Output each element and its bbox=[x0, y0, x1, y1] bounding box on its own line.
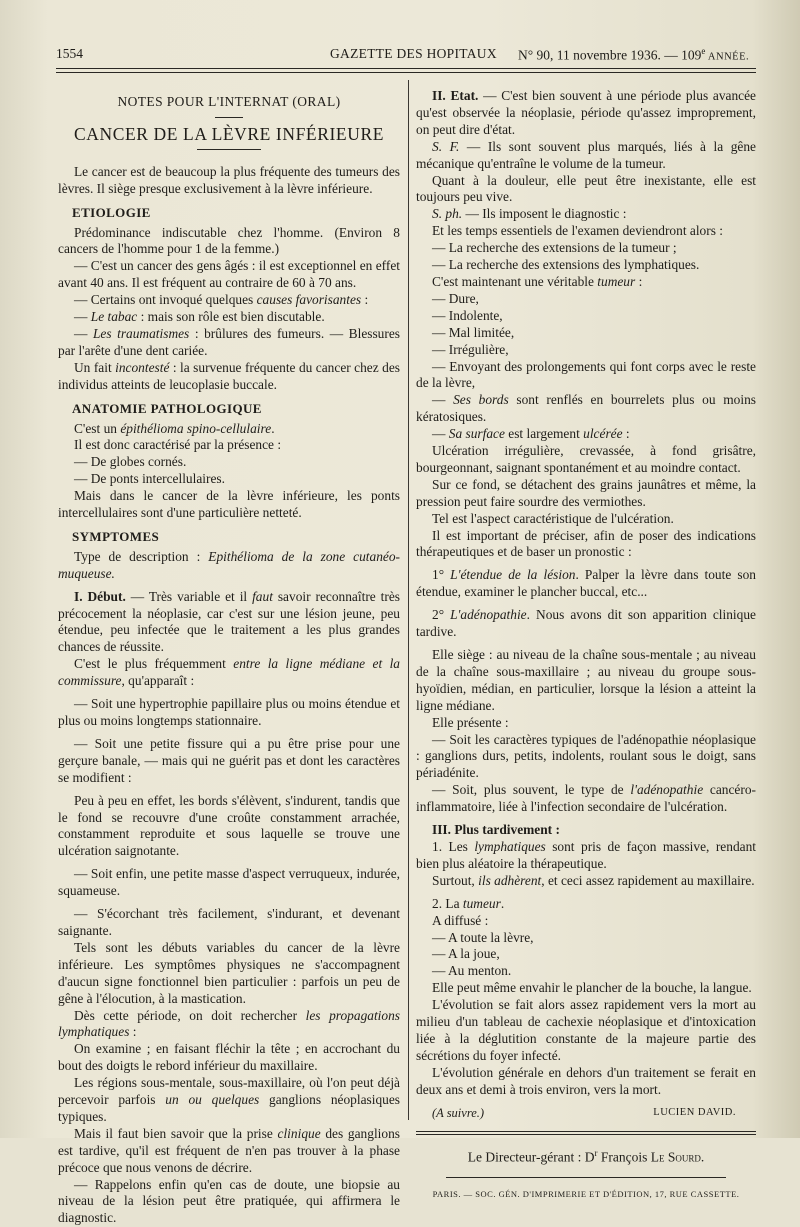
paragraph: — Certains ont invoqué quelques causes favorisantes : bbox=[74, 292, 369, 308]
paragraph: — Rappelons enfin qu'en cas de doute, une biopsie au niveau de la lésion peut être pratiquée, qui affirmera le diagnostic. bbox=[58, 1176, 400, 1226]
paragraph: 2° L'adénopathie. Nous avons dit son apparition clinique tardive. bbox=[416, 607, 756, 640]
paragraph: — De ponts intercellulaires. bbox=[74, 471, 225, 487]
divider bbox=[197, 149, 261, 150]
issue-info: N° 90, 11 novembre 1936. — 109e ANNÉE. bbox=[518, 46, 750, 63]
printer-imprint: PARIS. — SOC. GÉN. D'IMPRIMERIE ET D'ÉDITION, 17, RUE CASSETTE. bbox=[432, 1188, 740, 1199]
paragraph: C'est un épithélioma spino-cellulaire. bbox=[74, 420, 275, 436]
header-rule-thin bbox=[56, 72, 756, 73]
page-number: 1554 bbox=[56, 46, 83, 61]
paragraph: C'est le plus fréquemment entre la ligne médiane et la commissure, qu'apparaît : bbox=[58, 656, 401, 689]
director-line: Le Directeur-gérant : $D^r$ François Le Sourd. bbox=[467, 1148, 705, 1165]
paragraph: Mais dans le cancer de la lèvre inférieure, les ponts intercellulaires sont d'une particulière netteté. bbox=[58, 488, 400, 521]
paragraph: — Irrégulière, bbox=[432, 341, 509, 357]
subsection-title: ANATOMIE PATHOLOGIQUE bbox=[72, 400, 262, 416]
paragraph: — Indolente, bbox=[432, 307, 503, 323]
paragraph: — C'est un cancer des gens âgés : il est exceptionnel en effet avant 40 ans. Il est fréquent au contraire de 60 à 70 ans. bbox=[58, 258, 400, 291]
paragraph: — A toute la lèvre, bbox=[432, 929, 534, 945]
subsection-title: SYMPTOMES bbox=[72, 528, 160, 544]
paragraph: L'évolution se fait alors assez rapidement vers la mort au milieu d'un tableau de cachexie néoplasique et d'intoxication liée à la déglutition constante de la majeure partie des sécrétions du foyer infecté. bbox=[416, 997, 756, 1063]
paragraph: — Soit une petite fissure qui a pu être prise pour une gerçure banale, — mais qui ne guérit pas et dont les caractères se modifient : bbox=[58, 735, 400, 785]
paragraph: Les régions sous-mentale, sous-maxillaire, où l'on peut déjà percevoir parfois un ou quelques ganglions néoplasiques typiques. bbox=[58, 1075, 401, 1124]
paragraph: 1° L'étendue de la lésion. Palper la lèvre dans toute son étendue, examiner le plancher buccal, etc... bbox=[416, 567, 756, 600]
paragraph: Et les temps essentiels de l'examen deviendront alors : bbox=[432, 223, 723, 239]
paragraph: Le cancer est de beaucoup la plus fréquente des tumeurs des lèvres. Il siège presque exclusivement à la lèvre inférieure. bbox=[58, 163, 400, 196]
paragraph: — Au menton. bbox=[432, 963, 512, 979]
paragraph: Ulcération irrégulière, crevassée, à fond grisâtre, bourgeonnant, saignant spontanément et au moindre contact. bbox=[416, 443, 756, 475]
paragraph: Elle siège : au niveau de la chaîne sous-mentale ; au niveau de la chaîne sous-maxillaire ; au niveau du groupe sous-hyoïdien, médian, en particulier, lorsque la lésion a atteint la ligne médiane. bbox=[416, 647, 756, 713]
paragraph: Il est important de préciser, afin de poser des indications thérapeutiques et de baser un pronostic : bbox=[416, 527, 756, 560]
paragraph: — La recherche des extensions des lymphatiques. bbox=[432, 257, 700, 273]
paragraph: Elle présente : bbox=[432, 714, 509, 730]
left-column bbox=[58, 84, 400, 1227]
signature-line bbox=[416, 1105, 756, 1122]
paragraph: 2. La tumeur. bbox=[432, 895, 505, 911]
paragraph: — La recherche des extensions de la tumeur ; bbox=[432, 240, 677, 256]
author-name: LUCIEN DAVID. bbox=[653, 1106, 736, 1118]
paragraph: Peu à peu en effet, les bords s'élèvent, s'indurent, tandis que le fond se recouvre d'une croûte constamment arrachée, constamment reproduite et sous laquelle se trouve une ulcération saignotante. bbox=[58, 792, 400, 859]
page-header bbox=[56, 46, 756, 68]
paragraph: C'est maintenant une véritable tumeur : bbox=[432, 273, 643, 289]
paragraph: Mais il faut bien savoir que la prise clinique des ganglions est tardive, qu'il est fréquent de n'en pas trouver à la phase précoce que nous venons de décrire. bbox=[58, 1125, 400, 1175]
paragraph: Tels sont les débuts variables du cancer de la lèvre inférieure. Les symptômes physiques ne s'accompagnent d'aucun signe fonctionnel bien particulier : parfois un peu de gêne à l'élocution, à la mastication. bbox=[58, 939, 400, 1006]
article-title: CANCER DE LA LÈVRE INFÉRIEURE bbox=[73, 123, 385, 144]
paragraph: S. ph. — Ils imposent le diagnostic : bbox=[432, 206, 627, 222]
paragraph: On examine ; en faisant fléchir la tête ; en accrochant du bout des doigts le rebord inférieur du maxillaire. bbox=[58, 1041, 400, 1074]
paragraph: — Les traumatismes : brûlures des fumeurs. — Blessures par l'arête d'une dent cariée. bbox=[58, 325, 400, 358]
paragraph: — Soit les caractères typiques de l'adénopathie néoplasique : ganglions durs, petits, indolents, roulant sous le doigt, sans périadénite. bbox=[416, 731, 756, 781]
paragraph: — A la joue, bbox=[432, 946, 500, 962]
section-heading: NOTES POUR L'INTERNAT (ORAL) bbox=[117, 94, 341, 109]
paragraph: Dès cette période, on doit rechercher les propagations lymphatiques : bbox=[58, 1007, 400, 1040]
paragraph: — Soit enfin, une petite masse d'aspect verruqueux, indurée, squameuse. bbox=[58, 866, 400, 899]
right-column bbox=[416, 88, 756, 1203]
paragraph: A diffusé : bbox=[432, 912, 489, 928]
paragraph: Prédominance indiscutable chez l'homme. (Environ 8 cancers de l'homme pour 1 de la femme.) bbox=[58, 224, 400, 257]
paragraph: Quant à la douleur, elle peut être inexistante, elle est toujours peu vive. bbox=[416, 172, 756, 205]
paragraph: Un fait incontesté : la survenue fréquente du cancer chez des individus atteints de leucoplasie buccale. bbox=[58, 359, 400, 392]
paragraph: III. Plus tardivement : bbox=[432, 822, 560, 838]
paragraph: Surtout, ils adhèrent, et ceci assez rapidement au maxillaire. bbox=[432, 872, 755, 888]
paragraph: — Envoyant des prolongements qui font corps avec le reste de la lèvre, bbox=[416, 358, 756, 391]
paragraph: Type de description : Epithélioma de la zone cutanéo-muqueuse. bbox=[58, 548, 400, 581]
paragraph: — Soit, plus souvent, le type de l'adénopathie cancéro-inflammatoire, liée à l'infection secondaire de l'ulcération. bbox=[416, 782, 756, 815]
paragraph: II. Etat. — C'est bien souvent à une période plus avancée qu'est observée la néoplasie, période qu'assez improprement, on peut dire d'état. bbox=[416, 88, 757, 137]
to-be-continued: (A suivre.) bbox=[432, 1105, 485, 1120]
paragraph: Elle peut même envahir le plancher de la bouche, la langue. bbox=[432, 980, 752, 996]
paragraph: Tel est l'aspect caractéristique de l'ulcération. bbox=[432, 510, 674, 526]
paragraph: — Ses bords sont renflés en bourrelets plus ou moins kératosiques. bbox=[416, 392, 756, 425]
paragraph: Sur ce fond, se détachent des grains jaunâtres et même, la pression peut faire sourdre des vermiothes. bbox=[416, 476, 756, 509]
journal-title: GAZETTE DES HOPITAUX bbox=[330, 46, 497, 61]
paragraph: — Mal limitée, bbox=[432, 324, 515, 340]
subsection-title: ETIOLOGIE bbox=[72, 204, 151, 220]
paragraph: I. Début. — Très variable et il faut savoir reconnaître très précocement la néoplasie, car c'est sur une lésion jeune, peu étendue, peu infectée que le traitement a les plus grandes chances de réussite. bbox=[58, 588, 400, 655]
paragraph: 1. Les lymphatiques sont pris de façon massive, rendant bien plus aléatoire la thérapeutique. bbox=[416, 838, 756, 871]
paragraph: — Sa surface est largement ulcérée : bbox=[432, 426, 630, 442]
divider bbox=[416, 1134, 756, 1135]
divider bbox=[446, 1177, 726, 1178]
paragraph: S. F. — Ils sont souvent plus marqués, liés à la gêne mécanique qu'entraîne le volume de la tumeur. bbox=[416, 138, 757, 171]
header-rule bbox=[56, 68, 756, 69]
divider bbox=[215, 117, 243, 118]
paragraph: Il est donc caractérisé par la présence : bbox=[74, 437, 282, 453]
paragraph: — Le tabac : mais son rôle est bien discutable. bbox=[74, 309, 325, 325]
paragraph: — Soit une hypertrophie papillaire plus ou moins étendue et plus ou moins longtemps stationnaire. bbox=[58, 696, 400, 728]
paragraph: — De globes cornés. bbox=[74, 454, 187, 470]
paragraph: — S'écorchant très facilement, s'indurant, et devenant saignante. bbox=[58, 906, 400, 938]
column-divider bbox=[408, 80, 409, 1120]
paragraph: L'évolution générale en dehors d'un traitement se ferait en deux ans et demi à trois environ, vers la mort. bbox=[416, 1064, 756, 1097]
paragraph: — Dure, bbox=[432, 290, 479, 306]
divider bbox=[416, 1131, 756, 1132]
